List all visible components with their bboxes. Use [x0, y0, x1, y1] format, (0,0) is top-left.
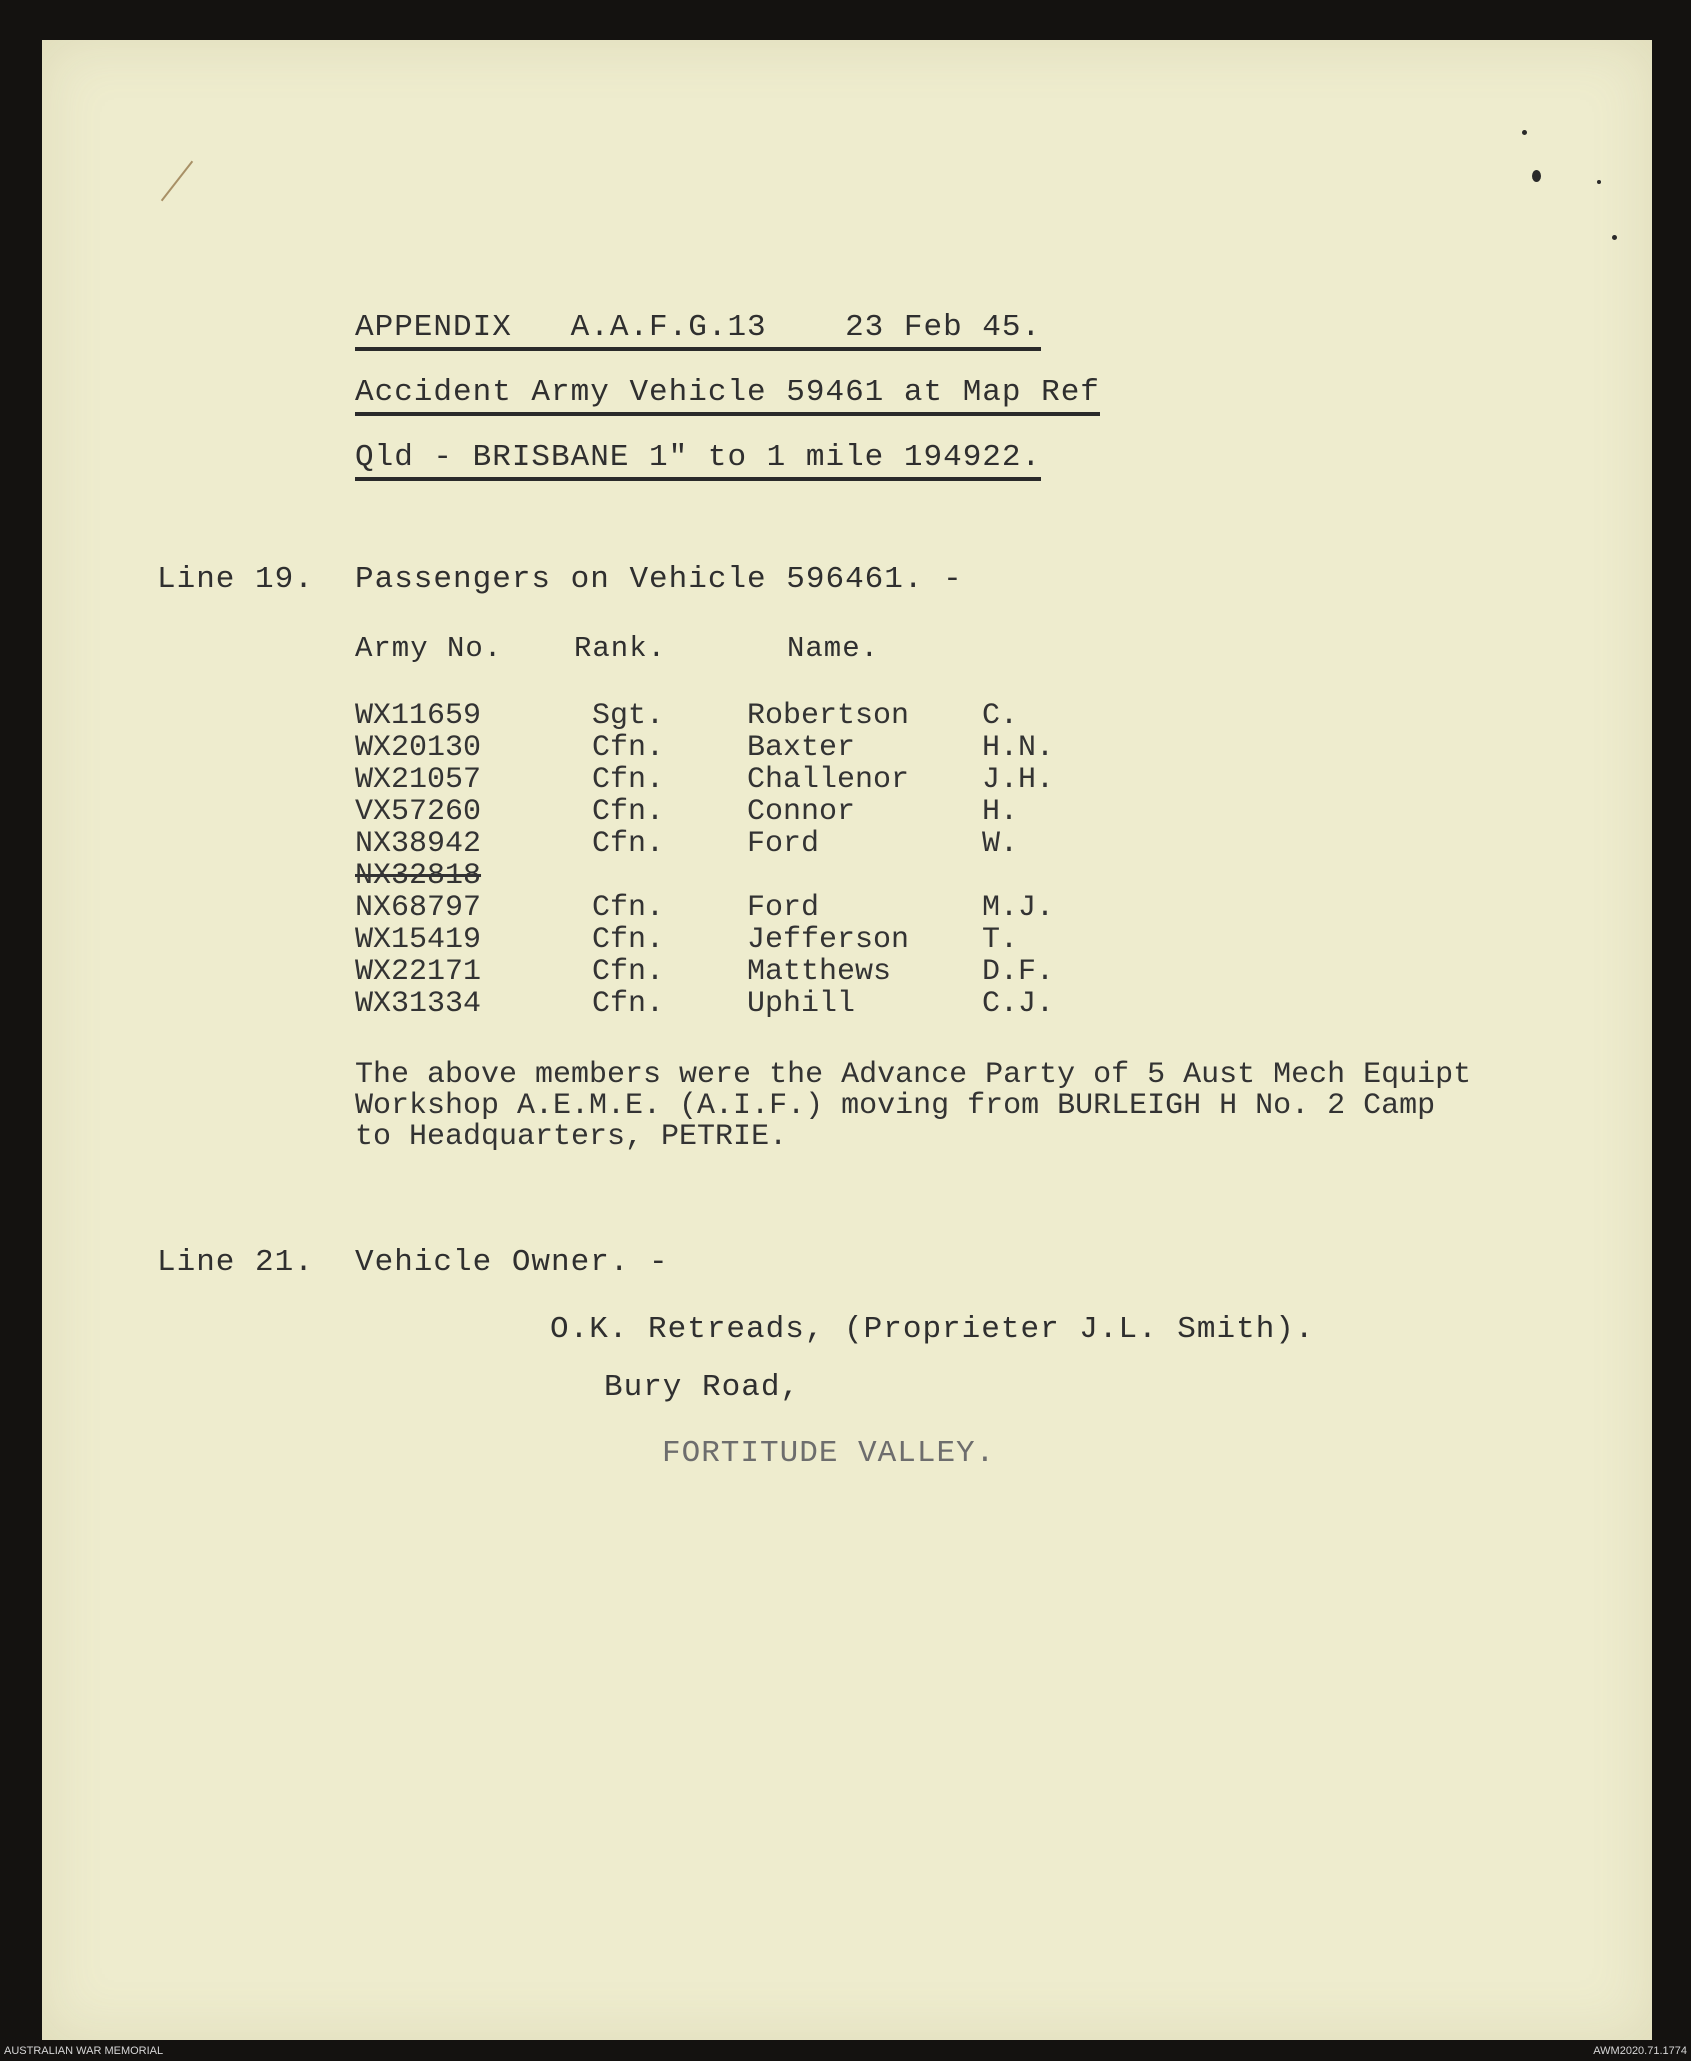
initials-cell: D.F.: [982, 955, 1055, 989]
army-no-cell: WX11659: [355, 699, 482, 733]
initials-column: [982, 700, 1054, 1020]
rank-cell: Cfn.: [592, 795, 665, 829]
ink-speck: [1597, 180, 1601, 184]
army-no-cell: VX57260: [355, 795, 482, 829]
paragraph-line: to Headquarters, PETRIE.: [355, 1120, 788, 1154]
ink-speck: [1522, 130, 1527, 135]
ink-speck: [1612, 235, 1617, 240]
army-no-cell: WX22171: [355, 955, 482, 989]
rank-cell: Cfn.: [592, 731, 665, 765]
surname-cell: Robertson: [747, 699, 910, 733]
rank-cell: Cfn.: [592, 827, 665, 861]
initials-cell: [982, 860, 1054, 892]
surname-cell: Uphill: [747, 987, 856, 1021]
advance-party-paragraph: [355, 1060, 1471, 1153]
army-no-cell-struck: NX32818: [355, 859, 482, 893]
army-no-cell: WX21057: [355, 763, 482, 797]
footer-reference: AWM2020.71.1774: [1593, 2045, 1687, 2057]
initials-cell: H.N.: [982, 731, 1055, 765]
surname-cell: Challenor: [747, 763, 910, 797]
name-header: Name.: [787, 632, 880, 665]
surname-cell: Ford: [747, 891, 820, 925]
paragraph-line: The above members were the Advance Party of 5 Aust Mech Equipt: [355, 1058, 1472, 1092]
rank-cell: Cfn.: [592, 763, 665, 797]
paper-stain: [161, 161, 193, 202]
initials-cell: J.H.: [982, 763, 1055, 797]
rank-cell: Cfn.: [592, 923, 665, 957]
initials-cell: C.: [982, 699, 1019, 733]
army-no-column: [355, 700, 481, 1020]
rank-column: [592, 700, 664, 1020]
rank-cell: Cfn.: [592, 987, 665, 1021]
ink-speck: [1532, 170, 1541, 182]
surname-cell: [747, 860, 909, 892]
army-no-cell: NX38942: [355, 827, 482, 861]
document-page: [42, 40, 1652, 2040]
footer-archive-name: AUSTRALIAN WAR MEMORIAL: [4, 2045, 164, 2057]
army-no-header: Army No.: [355, 632, 503, 665]
army-no-cell: NX68797: [355, 891, 482, 925]
owner-name: O.K. Retreads, (Proprieter J.L. Smith).: [550, 1312, 1315, 1347]
vehicle-owner-title: Vehicle Owner. -: [355, 1245, 669, 1280]
surname-cell: Jefferson: [747, 923, 910, 957]
surname-column: [747, 700, 909, 1020]
appendix-heading: APPENDIX A.A.F.G.13 23 Feb 45.: [355, 310, 1041, 351]
army-no-cell: WX20130: [355, 731, 482, 765]
initials-cell: W.: [982, 827, 1019, 861]
surname-cell: Matthews: [747, 955, 892, 989]
rank-cell: Cfn.: [592, 891, 665, 925]
passengers-title: Passengers on Vehicle 596461. -: [355, 562, 963, 597]
owner-street: Bury Road,: [604, 1370, 801, 1405]
accident-heading: Accident Army Vehicle 59461 at Map Ref: [355, 375, 1100, 416]
rank-cell: Cfn.: [592, 955, 665, 989]
army-no-cell: WX15419: [355, 923, 482, 957]
line-21-label: Line 21.: [157, 1245, 314, 1280]
army-no-cell: WX31334: [355, 987, 482, 1021]
initials-cell: H.: [982, 795, 1019, 829]
rank-header: Rank.: [574, 632, 667, 665]
initials-cell: T.: [982, 923, 1019, 957]
initials-cell: C.J.: [982, 987, 1055, 1021]
surname-cell: Ford: [747, 827, 820, 861]
surname-cell: Connor: [747, 795, 856, 829]
paragraph-line: Workshop A.E.M.E. (A.I.F.) moving from BURLEIGH H No. 2 Camp: [355, 1089, 1436, 1123]
initials-cell: M.J.: [982, 891, 1055, 925]
surname-cell: Baxter: [747, 731, 856, 765]
map-ref-heading: Qld - BRISBANE 1" to 1 mile 194922.: [355, 440, 1041, 481]
owner-suburb: FORTITUDE VALLEY.: [662, 1436, 996, 1471]
rank-cell: Sgt.: [592, 699, 665, 733]
rank-cell: [592, 860, 664, 892]
line-19-label: Line 19.: [157, 562, 314, 597]
